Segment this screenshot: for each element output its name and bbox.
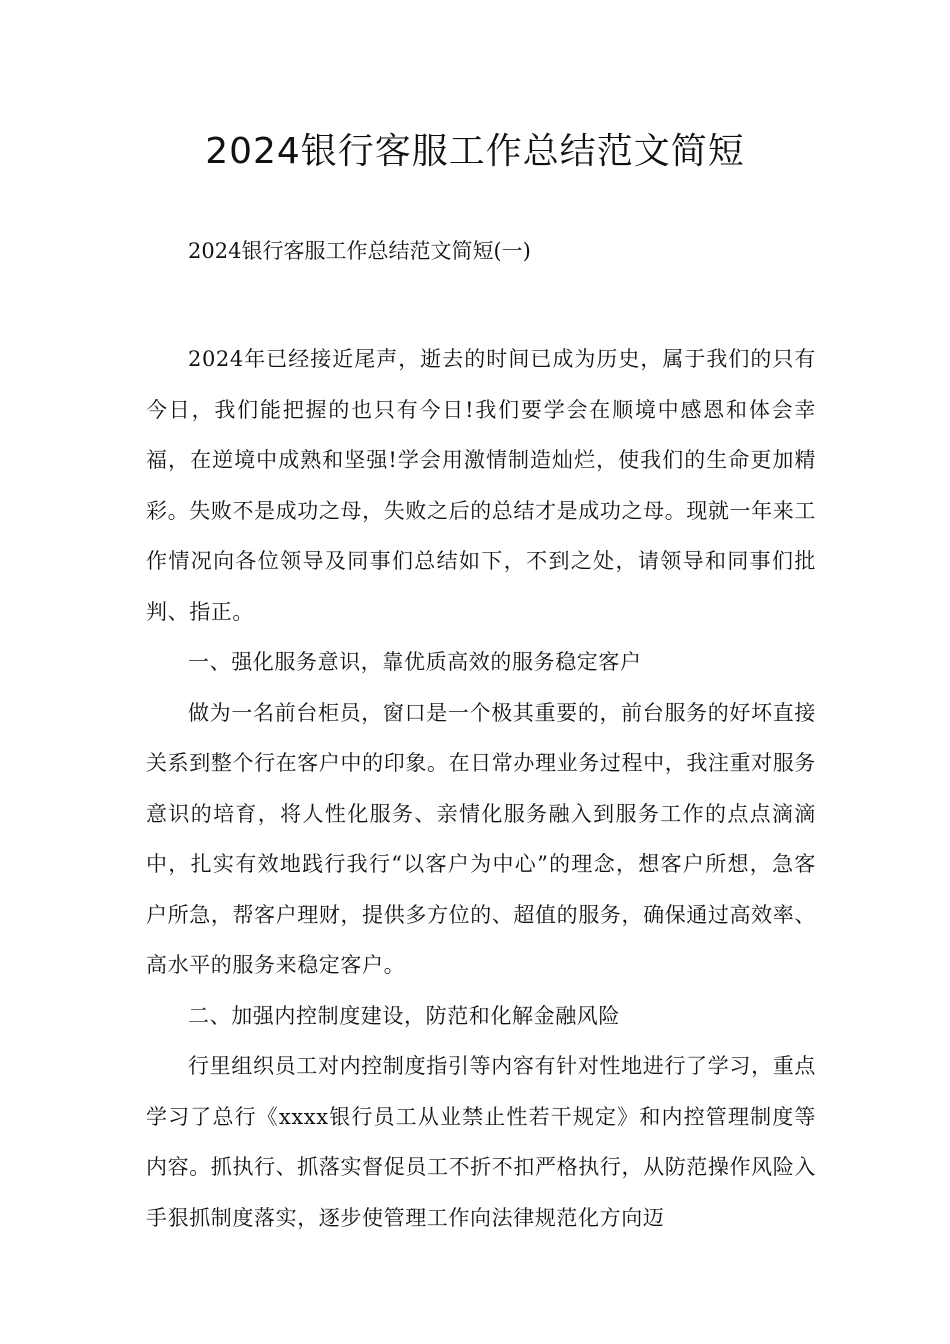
- paragraph-service: 做为一名前台柜员，窗口是一个极其重要的，前台服务的好坏直接关系到整个行在客户中的印象。在日常办理业务过程中，我注重对服务意识的培育，将人性化服务、亲情化服务融入到服务工作的点点滴滴中，扎实有效地践行我行“以客户为中心”的理念，想客户所想，急客户所急，帮客户理财，提供多方位的、超值的服务，确保通过高效率、高水平的服务来稳定客户。: [146, 700, 816, 977]
- document-body: [146, 334, 816, 1243]
- document-subtitle: 2024银行客服工作总结范文简短(一): [188, 239, 531, 263]
- section-heading-1: 一、强化服务意识，靠优质高效的服务稳定客户: [188, 650, 642, 674]
- paragraph-intro: 2024年已经接近尾声，逝去的时间已成为历史，属于我们的只有今日，我们能把握的也只有今日!我们要学会在顺境中感恩和体会幸福，在逆境中成熟和坚强!学会用激情制造灿烂，使我们的生命更加精彩。失败不是成功之母，失败之后的总结才是成功之母。现就一年来工作情况向各位领导及同事们总结如下，不到之处，请领导和同事们批判、指正。: [146, 347, 816, 624]
- document-title: 2024银行客服工作总结范文简短: [205, 131, 745, 172]
- section-heading-2: 二、加强内控制度建设，防范和化解金融风险: [188, 1003, 620, 1028]
- paragraph-internal-control: 行里组织员工对内控制度指引等内容有针对性地进行了学习，重点学习了总行《xxxx银行员工从业禁止性若干规定》和内控管理制度等内容。抓执行、抓落实督促员工不折不扣严格执行，从防范操作风险入手狠抓制度落实，逐步使管理工作向法律规范化方向迈: [146, 1054, 816, 1230]
